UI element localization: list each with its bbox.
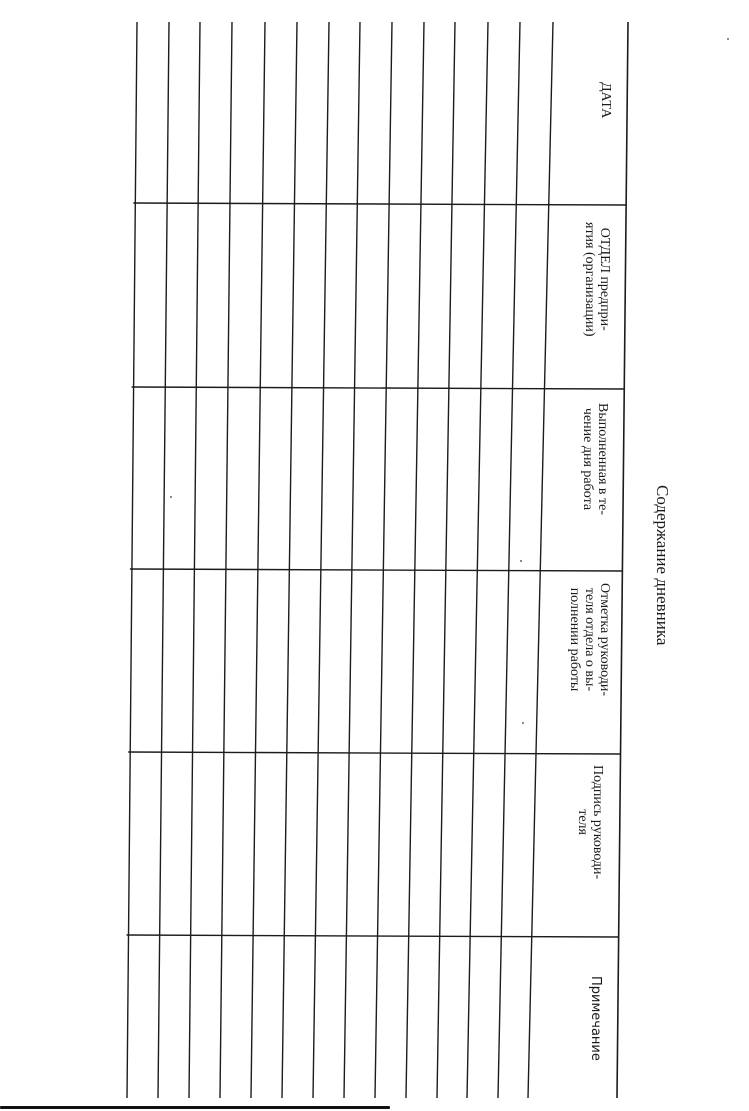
- table-row-line: [127, 22, 137, 1098]
- column-header-work-done-line-2: чение дня работа: [580, 407, 595, 511]
- column-divider: [127, 935, 619, 937]
- column-divider: [130, 569, 622, 571]
- column-header-supervisor-mark-line-2: теля отдела о вы-: [582, 587, 597, 692]
- table-row-line: [313, 22, 329, 1098]
- page-title: Содержание дневника: [653, 485, 672, 646]
- column-divider: [132, 387, 625, 389]
- scan-speck: [727, 38, 729, 40]
- table-row-line: [189, 22, 200, 1098]
- column-header-supervisor-signature-line-2: теля: [575, 809, 590, 835]
- column-header-supervisor-signature: [575, 765, 605, 879]
- column-header-supervisor-signature-line-1: Подпись руководи-: [590, 765, 605, 880]
- column-divider: [133, 203, 626, 205]
- scan-speck: [520, 560, 522, 562]
- column-header-note: [588, 976, 603, 1061]
- column-header-supervisor-mark-line-1: Отметка руководи-: [597, 583, 612, 697]
- column-header-department-line-2: ятия (организации): [582, 222, 597, 337]
- column-header-date: [598, 82, 613, 118]
- column-header-supervisor-mark: [567, 583, 612, 696]
- column-header-work-done: [580, 403, 610, 515]
- column-header-department: [582, 222, 612, 336]
- scan-speck: [522, 722, 524, 724]
- column-header-date-line: ДАТА: [598, 82, 613, 119]
- table-row-line: [220, 22, 232, 1098]
- column-divider: [128, 752, 620, 754]
- column-header-department-line-1: ОТДЕЛ предпри-: [597, 227, 612, 331]
- table-row-line: [251, 22, 265, 1098]
- column-header-supervisor-mark-line-3: полнении работы: [567, 587, 582, 692]
- scan-edge-shadow: [0, 1106, 390, 1109]
- table-row-line: [158, 22, 169, 1098]
- column-header-work-done-line-1: Выполненная в те-: [595, 403, 610, 515]
- column-header-note-line: Примечание: [588, 976, 603, 1061]
- scan-speck: [170, 496, 172, 498]
- table-row-line: [282, 22, 297, 1098]
